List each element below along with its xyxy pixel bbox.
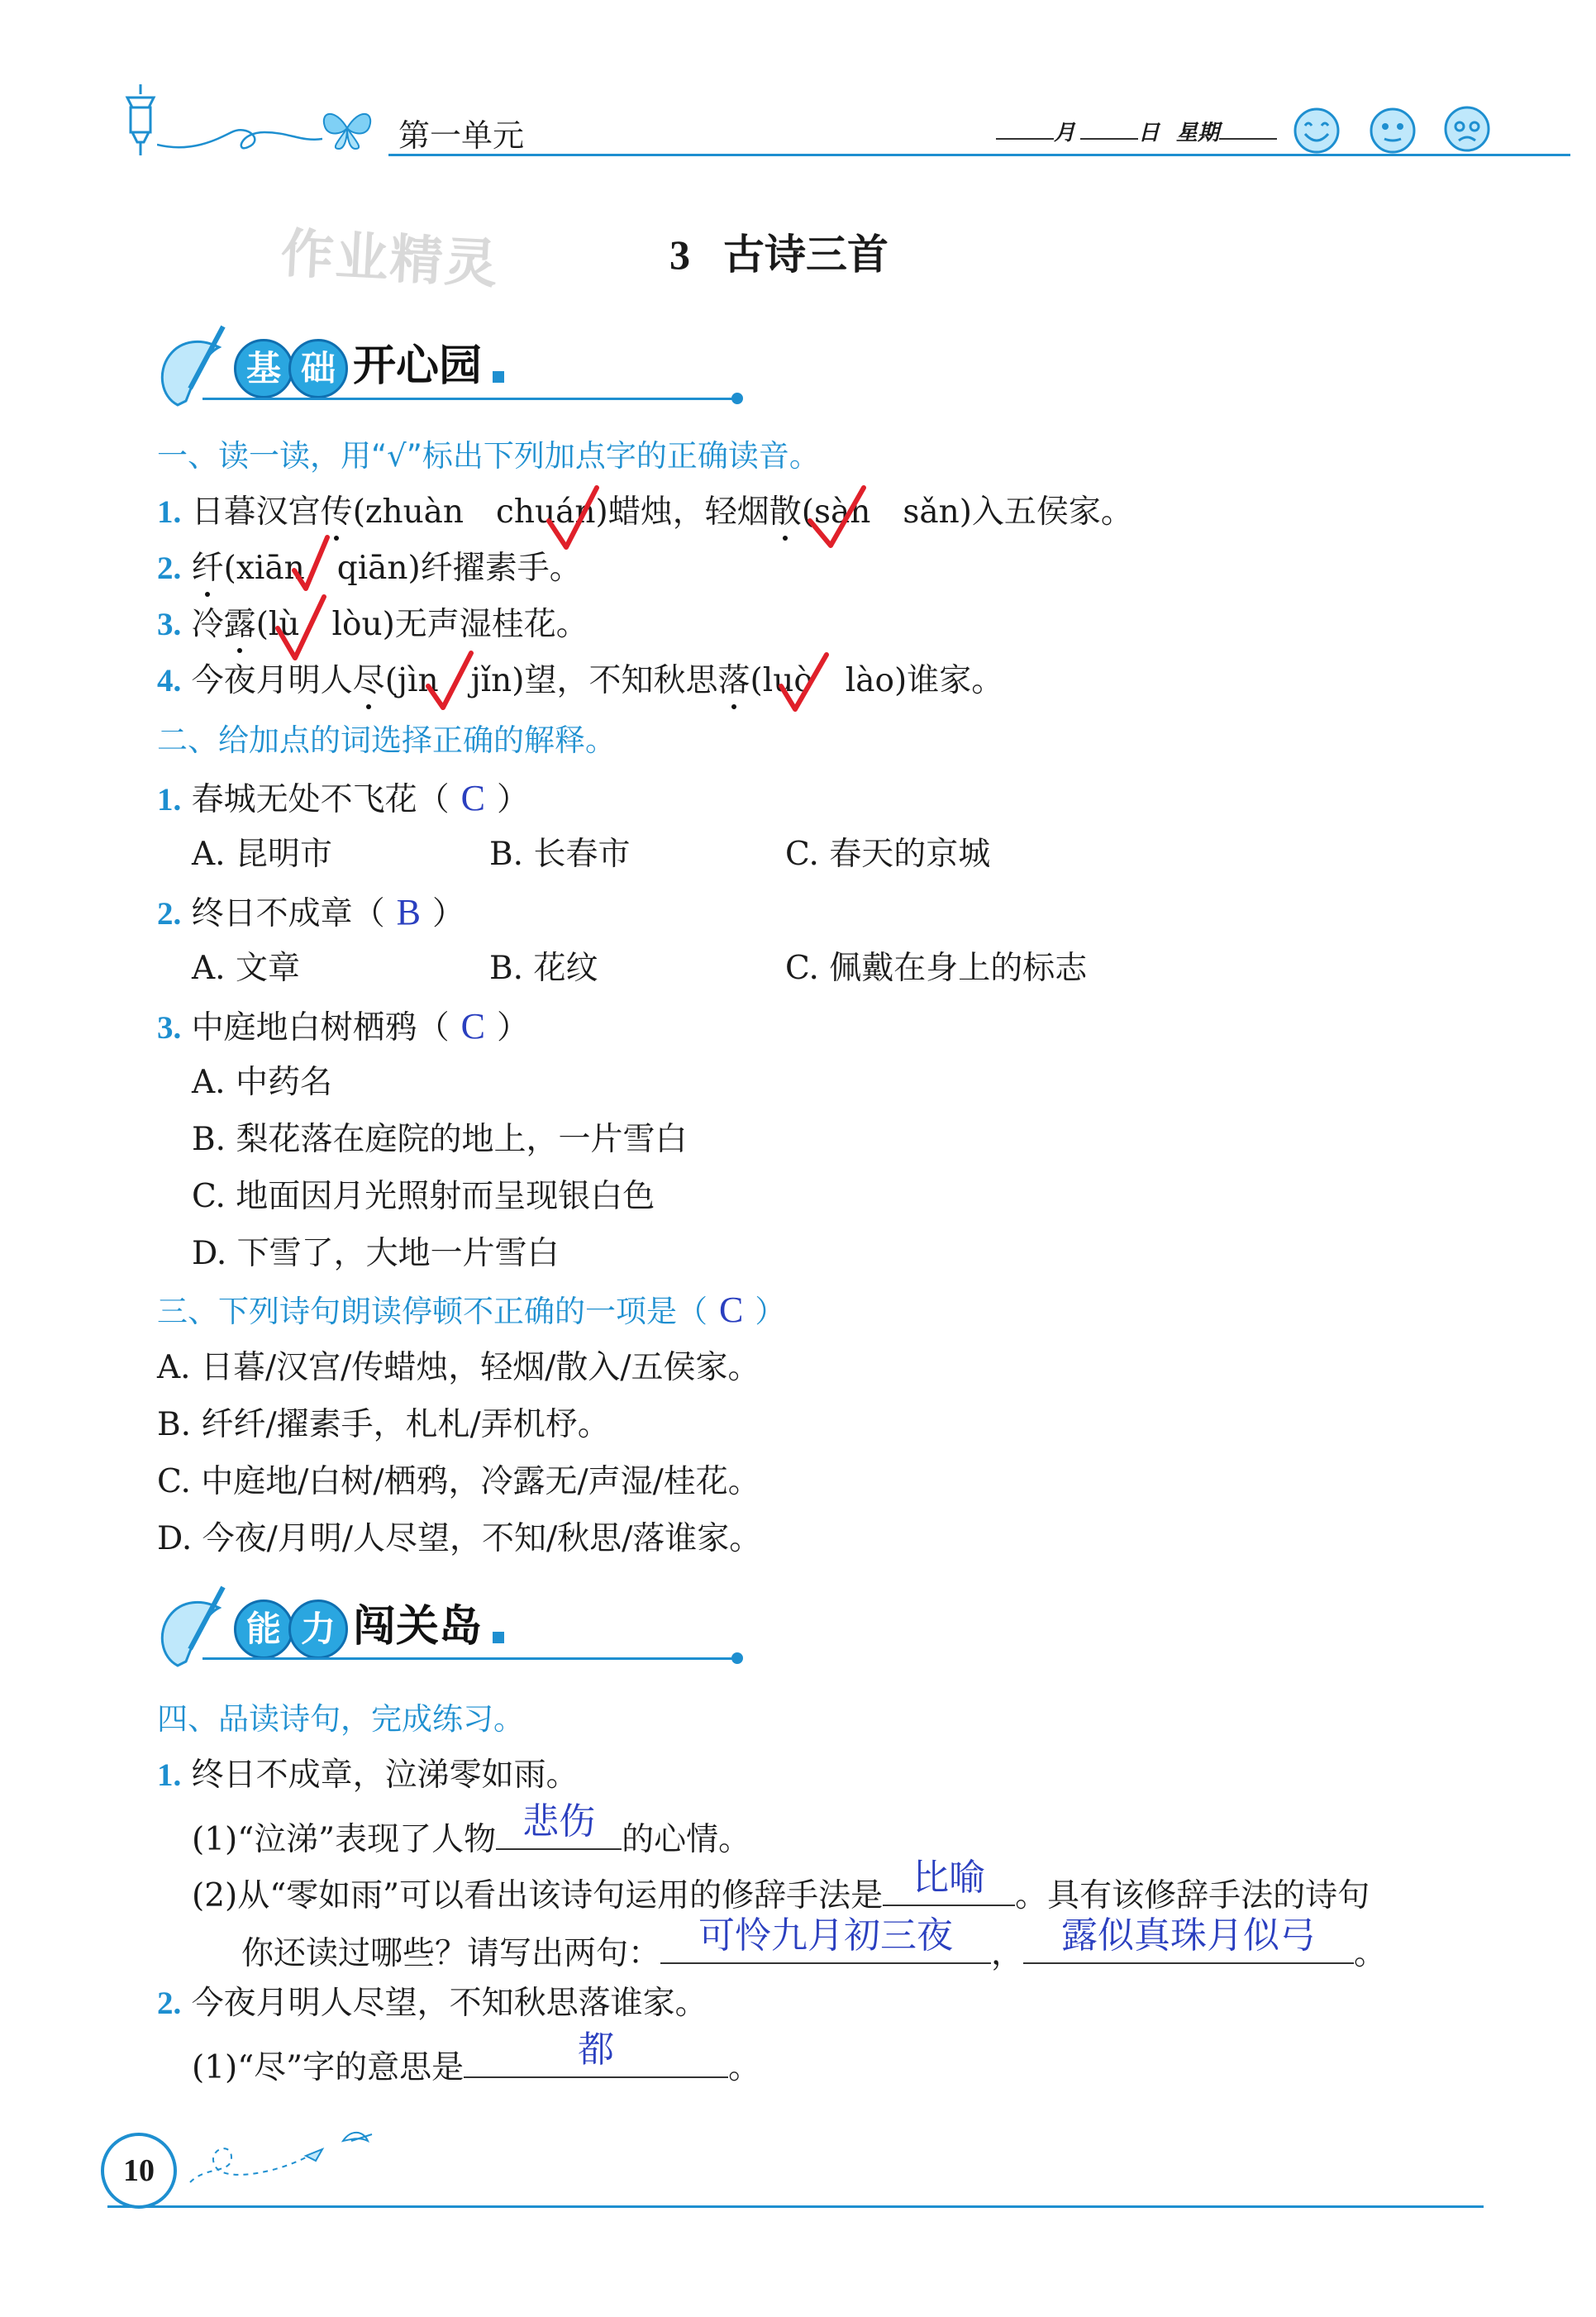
- rule-dot: [731, 1652, 743, 1664]
- badge-ji: 基: [234, 339, 293, 398]
- handwritten-answer: 可怜九月初三夜: [698, 1914, 954, 1957]
- handwritten-answer: 比喻: [912, 1857, 986, 1899]
- unit-title: 第一单元: [398, 117, 525, 154]
- text: 日暮汉宫: [191, 493, 321, 531]
- dotted-char: 露: [224, 602, 256, 648]
- brush-icon: [153, 1583, 236, 1674]
- text: 。: [1354, 1935, 1387, 1972]
- text: 今夜月明人: [191, 662, 353, 699]
- text: ）: [497, 1009, 530, 1046]
- q4-item-2: [157, 1981, 707, 2027]
- check-mark: [781, 655, 827, 709]
- watermark: 作业精灵: [279, 223, 501, 296]
- footer-swirl: [182, 2116, 397, 2199]
- option-b: B. 花纹: [489, 950, 598, 987]
- text: (1)“尽”字的意思是: [192, 2049, 465, 2086]
- dotted-char: 散: [769, 489, 802, 536]
- section-title-basic: 开心园: [353, 341, 483, 391]
- handwritten-answer: 悲伤: [522, 1800, 596, 1843]
- q4-item-1: [157, 1752, 579, 1799]
- text: (sàn sǎn)入五侯家。: [801, 493, 1133, 531]
- q2-item-3: [157, 1004, 529, 1051]
- q4-item-1-sub-2-line-2: [241, 1914, 1387, 1977]
- check-mark: [549, 488, 597, 547]
- badge-chu: 础: [288, 339, 348, 398]
- handwritten-answer: C: [460, 1006, 486, 1046]
- question-text: 中庭地白树栖鸦（: [191, 1009, 450, 1046]
- square-marker: [493, 1632, 504, 1643]
- q4-item-1-sub-2: [192, 1857, 1370, 1919]
- q2-item-3-option-a: A. 中药名: [192, 1064, 332, 1101]
- item-number: 1.: [157, 1757, 182, 1793]
- text: (jìn jǐn)望，不知秋思: [384, 662, 718, 699]
- text: (luò lào)谁家。: [750, 662, 1004, 699]
- check-mark: [294, 537, 327, 589]
- section-title-ability: 闯关岛: [353, 1602, 483, 1652]
- date-month-label: 月: [1054, 121, 1076, 145]
- handwritten-answer: 都: [578, 2029, 615, 2071]
- answer-blank[interactable]: [1023, 1914, 1354, 1964]
- item-number: 3.: [157, 1010, 182, 1046]
- item-number: 1.: [157, 494, 182, 530]
- answer-blank[interactable]: [496, 1800, 622, 1850]
- dotted-char: 传: [321, 489, 353, 536]
- text: (zhuàn chuán)蜡烛，轻烟: [352, 493, 769, 531]
- question-text: 春城无处不飞花（: [191, 781, 450, 818]
- q3-option-c: C. 中庭地/白树/栖鸦，冷露无/声湿/桂花。: [157, 1463, 760, 1500]
- section-banner-ability: [153, 1583, 740, 1674]
- text: ）: [432, 895, 465, 932]
- option-b: B. 长春市: [489, 836, 631, 873]
- footer: [0, 2100, 1596, 2232]
- q1-heading: 一、读一读，用“√”标出下列加点字的正确读音。: [157, 438, 820, 474]
- option-c: C. 佩戴在身上的标志: [785, 950, 1088, 987]
- text: (1)“泣涕”表现了人物: [192, 1821, 497, 1858]
- handwritten-answer: B: [396, 892, 422, 932]
- q3-heading-text: 三、下列诗句朗读停顿不正确的一项是（: [157, 1294, 707, 1329]
- lesson-title-text: 古诗三首: [723, 230, 889, 279]
- q4-item-2-sub-1: [192, 2029, 761, 2091]
- option-a: A. 文章: [192, 950, 300, 987]
- q2-heading: 二、给加点的词选择正确的解释。: [157, 722, 616, 758]
- badge-neng: 能: [234, 1599, 293, 1659]
- text: ）: [755, 1294, 786, 1329]
- lesson-number: 3: [669, 231, 690, 278]
- q4-item-1-sub-1: [192, 1800, 751, 1863]
- text: (lù lòu)无声湿桂花。: [255, 606, 588, 643]
- text: (2)从“零如雨”可以看出该诗句运用的修辞手法是: [192, 1877, 884, 1914]
- text: (xiān qiān)纤擢素手。: [223, 550, 582, 587]
- q2-item-3-option-b: B. 梨花落在庭院的地上，一片雪白: [192, 1121, 688, 1158]
- page-number-badge: [101, 2133, 177, 2209]
- option-a: A. 昆明市: [192, 836, 332, 873]
- text: 。: [728, 2049, 761, 2086]
- page-number: 10: [123, 2153, 155, 2188]
- footer-rule: [107, 2205, 1484, 2208]
- dotted-char: 尽: [353, 658, 385, 704]
- answer-blank[interactable]: [464, 2029, 728, 2078]
- item-number: 2.: [157, 1986, 182, 2021]
- poem-line: 终日不成章，泣涕零如雨。: [191, 1757, 579, 1794]
- check-marks: [0, 0, 1596, 744]
- answer-blank[interactable]: [883, 1857, 1015, 1906]
- q3-option-d: D. 今夜/月明/人尽望，不知/秋思/落谁家。: [157, 1520, 762, 1557]
- q3-option-a: A. 日暮/汉宫/传蜡烛，轻烟/散入/五侯家。: [157, 1349, 760, 1386]
- handwritten-answer: 露似真珠月似弓: [1061, 1914, 1317, 1957]
- item-number: 1.: [157, 782, 182, 818]
- handwritten-answer: C: [719, 1290, 744, 1330]
- handwritten-answer: C: [460, 778, 486, 818]
- q4-heading: 四、品读诗句，完成练习。: [157, 1701, 524, 1737]
- option-c: C. 春天的京城: [785, 836, 991, 873]
- item-number: 2.: [157, 896, 182, 932]
- text: ）: [497, 781, 530, 818]
- q2-item-3-option-d: D. 下雪了，大地一片雪白: [192, 1235, 560, 1272]
- date-day-label: 日: [1138, 121, 1160, 145]
- text: ，: [991, 1935, 1024, 1972]
- dotted-char: 落: [718, 658, 750, 704]
- check-mark: [278, 597, 324, 658]
- text: 。具有该修辞手法的诗句: [1015, 1877, 1370, 1914]
- text: 冷: [191, 606, 224, 643]
- item-number: 4.: [157, 663, 182, 698]
- item-number: 3.: [157, 607, 182, 642]
- item-number: 2.: [157, 551, 182, 586]
- q3-heading: [157, 1287, 785, 1335]
- q2-item-3-option-c: C. 地面因月光照射而呈现银白色: [192, 1178, 655, 1215]
- q3-option-b: B. 纤纤/擢素手，札札/弄机杼。: [157, 1406, 610, 1443]
- q2-item-2: [157, 889, 465, 937]
- check-mark: [810, 488, 864, 546]
- text: 的心情。: [622, 1821, 751, 1858]
- date-week-label: 星期: [1176, 121, 1220, 145]
- text: 你还读过哪些？请写出两句：: [241, 1935, 661, 1972]
- badge-li: 力: [288, 1599, 348, 1659]
- poem-line: 今夜月明人尽望，不知秋思落谁家。: [191, 1985, 707, 2022]
- check-mark: [428, 653, 471, 708]
- q2-item-1: [157, 775, 529, 823]
- question-text: 终日不成章（: [191, 895, 385, 932]
- answer-blank[interactable]: [660, 1914, 991, 1964]
- section-rule: [202, 1657, 740, 1660]
- dotted-char: 纤: [192, 546, 224, 592]
